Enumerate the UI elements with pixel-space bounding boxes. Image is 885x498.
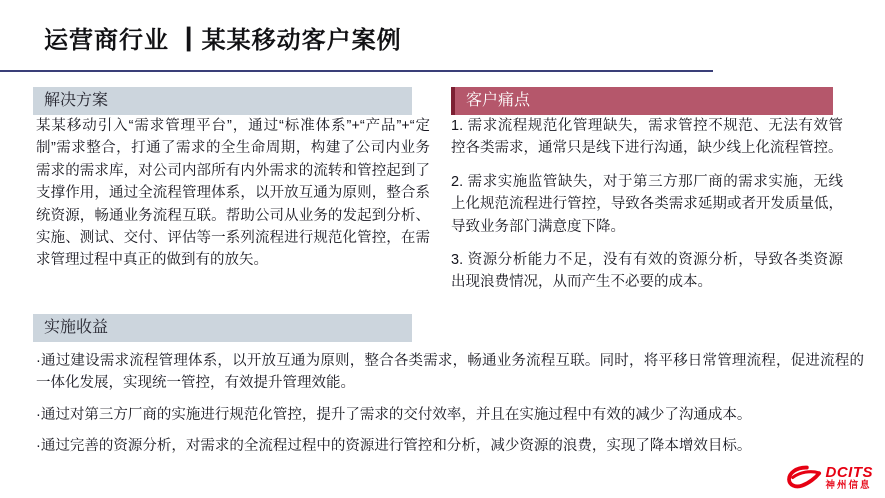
dcits-logo xyxy=(786,464,874,492)
pain-points-section-header: 客户痛点 xyxy=(451,87,833,115)
pain-point-item: 2. 需求实施监管缺失，对于第三方那厂商的需求实施，无线上化规范流程进行管控，导致各类需求延期或者开发质量低，导致业务部门满意度下降。 xyxy=(451,173,843,235)
dcits-swoosh-icon xyxy=(786,464,822,492)
logo-text xyxy=(826,465,874,491)
logo-company-text: 神州信息 xyxy=(825,479,872,491)
page-title: 运营商行业 ┃某某移动客户案例 xyxy=(44,27,402,54)
benefit-item: ·通过建设需求流程管理体系，以开放互通为原则，整合各类需求，畅通业务流程互联。同时，将平移日常管理流程，促进流程的一体化发展，实现统一管控，有效提升管理效能。 xyxy=(36,353,864,392)
benefits-section-header: 实施收益 xyxy=(33,314,412,342)
benefits-list xyxy=(36,350,864,467)
pain-points-list xyxy=(451,115,843,305)
title-underline xyxy=(0,70,713,72)
solution-section-header: 解决方案 xyxy=(33,87,412,115)
solution-body-text: 某某移动引入“需求管理平台”，通过“标准体系”+“产品”+“定制”需求整合，打通了需求的全生命周期，构建了公司内业务需求的需求库，对公司内部所有内外需求的流转和管控起到了支撑作用，通过全流程管理体系，以开放互通为原则，整合系统资源，畅通业务流程互联。帮助公司从业务的发起到分析、实施、测试、交付、评估等一系列流程进行规范化管控，在需求管理过程中真正的做到有的放矢。 xyxy=(36,118,430,269)
benefit-item: ·通过对第三方厂商的实施进行规范化管控，提升了需求的交付效率，并且在实施过程中有效的减少了沟通成本。 xyxy=(36,406,752,423)
benefit-item: ·通过完善的资源分析，对需求的全流程过程中的资源进行管控和分析，减少资源的浪费，实现了降本增效目标。 xyxy=(36,438,752,455)
logo-brand-text: DCITS xyxy=(825,464,873,482)
pain-point-item: 1. 需求流程规范化管理缺失，需求管控不规范、无法有效管控各类需求，通常只是线下进行沟通，缺少线上化流程管控。 xyxy=(451,118,843,157)
pain-point-item: 3. 资源分析能力不足，没有有效的资源分析，导致各类资源出现浪费情况，从而产生不必要的成本。 xyxy=(451,252,843,291)
